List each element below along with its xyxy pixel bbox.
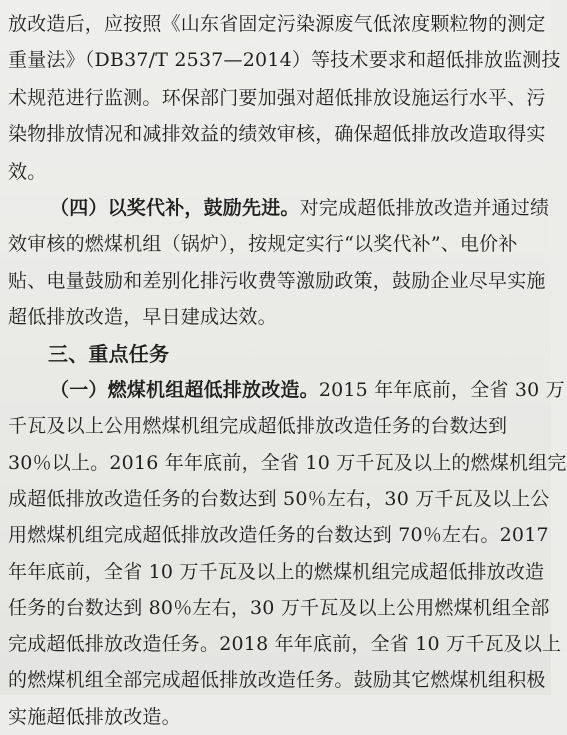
text-line: 放改造后，应按照《山东省固定污染源废气低浓度颗粒物的测定 bbox=[8, 13, 546, 35]
text-line: 任务的台数达到 80％左右，30 万千瓦及以上公用燃煤机组全部 bbox=[8, 597, 550, 619]
text-line: 完成超低排放改造任务。2018 年年底前，全省 10 万千瓦及以上 bbox=[8, 633, 562, 655]
section-heading: 三、重点任务 bbox=[48, 342, 170, 366]
text-line: 超低排放改造，早日建成达效。 bbox=[8, 306, 277, 328]
section-four-lead: （四）以奖代补，鼓励先进。 bbox=[50, 197, 300, 219]
section-one-text: 2015 年年底前，全省 30 万 bbox=[318, 379, 565, 401]
text-line: 实施超低排放改造。 bbox=[8, 706, 181, 728]
text-line: 术规范进行监测。环保部门要加强对超低排放设施运行水平、污 bbox=[8, 87, 546, 109]
text-line: 的燃煤机组全部完成超低排放改造任务。鼓励其它燃煤机组积极 bbox=[8, 669, 546, 691]
text-line: 千瓦及以上公用燃煤机组完成超低排放改造任务的台数达到 bbox=[8, 415, 508, 437]
text-line: 重量法》（DB37/T 2537—2014）等技术要求和超低排放监测技 bbox=[8, 49, 561, 71]
section-one-lead: （一）燃煤机组超低排放改造。 bbox=[50, 379, 319, 401]
section-one-line bbox=[50, 372, 565, 408]
text-line: 30％以上。2016 年年底前，全省 10 万千瓦及以上的燃煤机组完 bbox=[8, 452, 567, 474]
text-line: 用燃煤机组完成超低排放改造任务的台数达到 70％左右。2017 bbox=[8, 524, 549, 546]
text-line: 效审核的燃煤机组（锅炉），按规定实行“以奖代补”、电价补 bbox=[8, 233, 518, 255]
text-line: 年年底前，全省 10 万千瓦及以上的燃煤机组完成超低排放改造 bbox=[8, 561, 545, 583]
text-line: 贴、电量鼓励和差别化排污收费等激励政策，鼓励企业尽早实施 bbox=[8, 270, 546, 292]
text-line: 染物排放情况和减排效益的绩效审核，确保超低排放改造取得实 bbox=[8, 123, 546, 145]
section-four-text: 对完成超低排放改造并通过绩 bbox=[299, 197, 550, 219]
text-line: 成超低排放改造任务的台数达到 50％左右，30 万千瓦及以上公 bbox=[8, 488, 550, 510]
section-four-line bbox=[50, 190, 549, 226]
text-line: 效。 bbox=[8, 161, 47, 183]
